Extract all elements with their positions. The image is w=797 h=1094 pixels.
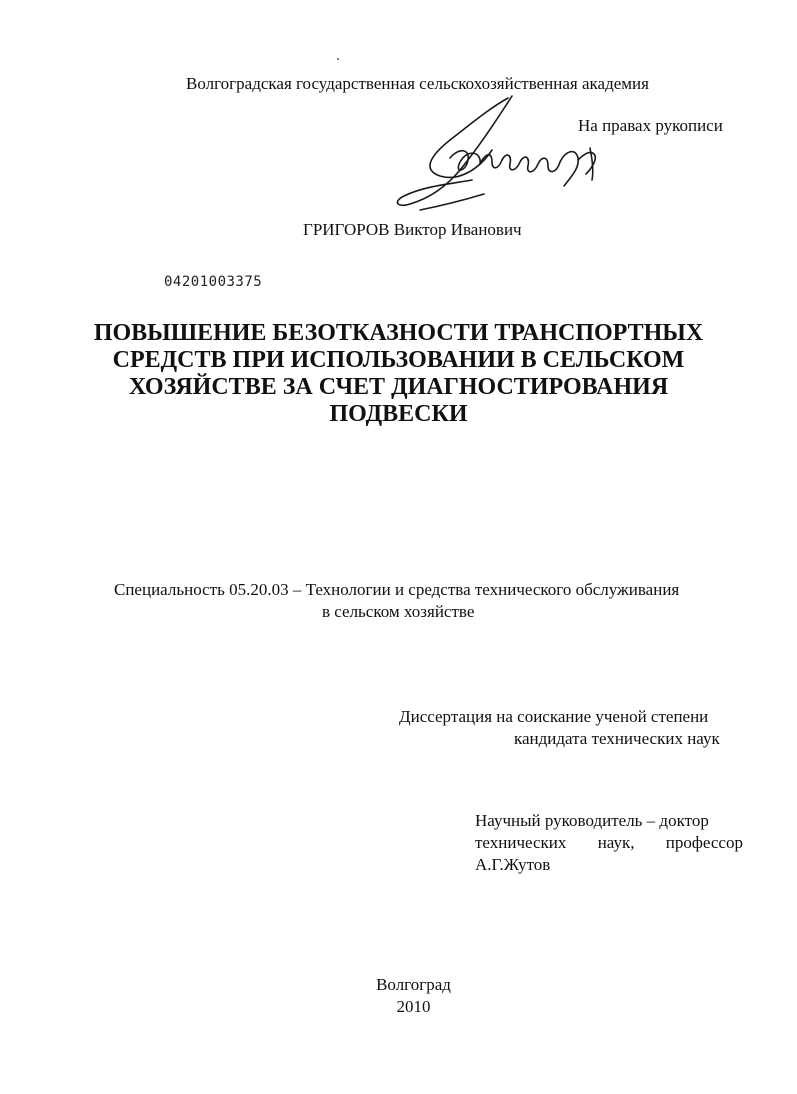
title-line: СРЕДСТВ ПРИ ИСПОЛЬЗОВАНИИ В СЕЛЬСКОМ [112, 347, 685, 373]
scan-speck [337, 58, 339, 60]
institution-name: Волгоградская государственная сельскохозяйственная академия [186, 74, 649, 93]
supervisor-title-line [475, 832, 743, 854]
supervisor-title-word: наук, [597, 833, 635, 852]
author-name: ГРИГОРОВ Виктор Иванович [303, 220, 522, 239]
title-line: ПОВЫШЕНИЕ БЕЗОТКАЗНОСТИ ТРАНСПОРТНЫХ [93, 320, 704, 346]
supervisor-line: Научный руководитель – доктор [475, 811, 709, 830]
specialty-line-continued: в сельском хозяйстве [322, 602, 475, 621]
handwritten-signature [380, 88, 620, 218]
manuscript-rights-note: На правах рукописи [578, 116, 723, 135]
supervisor-name: А.Г.Жутов [475, 855, 551, 874]
dissertation-degree-line-continued: кандидата технических наук [514, 729, 720, 748]
dissertation-degree-line: Диссертация на соискание ученой степени [399, 707, 709, 726]
supervisor-title-word: профессор [665, 833, 743, 852]
title-line: ХОЗЯЙСТВЕ ЗА СЧЕТ ДИАГНОСТИРОВАНИЯ [128, 374, 669, 400]
title-line: ПОДВЕСКИ [329, 401, 468, 427]
city: Волгоград [376, 975, 451, 994]
dissertation-title [0, 320, 797, 428]
supervisor-title-word: технических [475, 833, 567, 852]
year: 2010 [396, 997, 431, 1016]
catalog-code: 04201003375 [164, 274, 263, 290]
specialty-line: Специальность 05.20.03 – Технологии и средства технического обслуживания [114, 580, 680, 599]
